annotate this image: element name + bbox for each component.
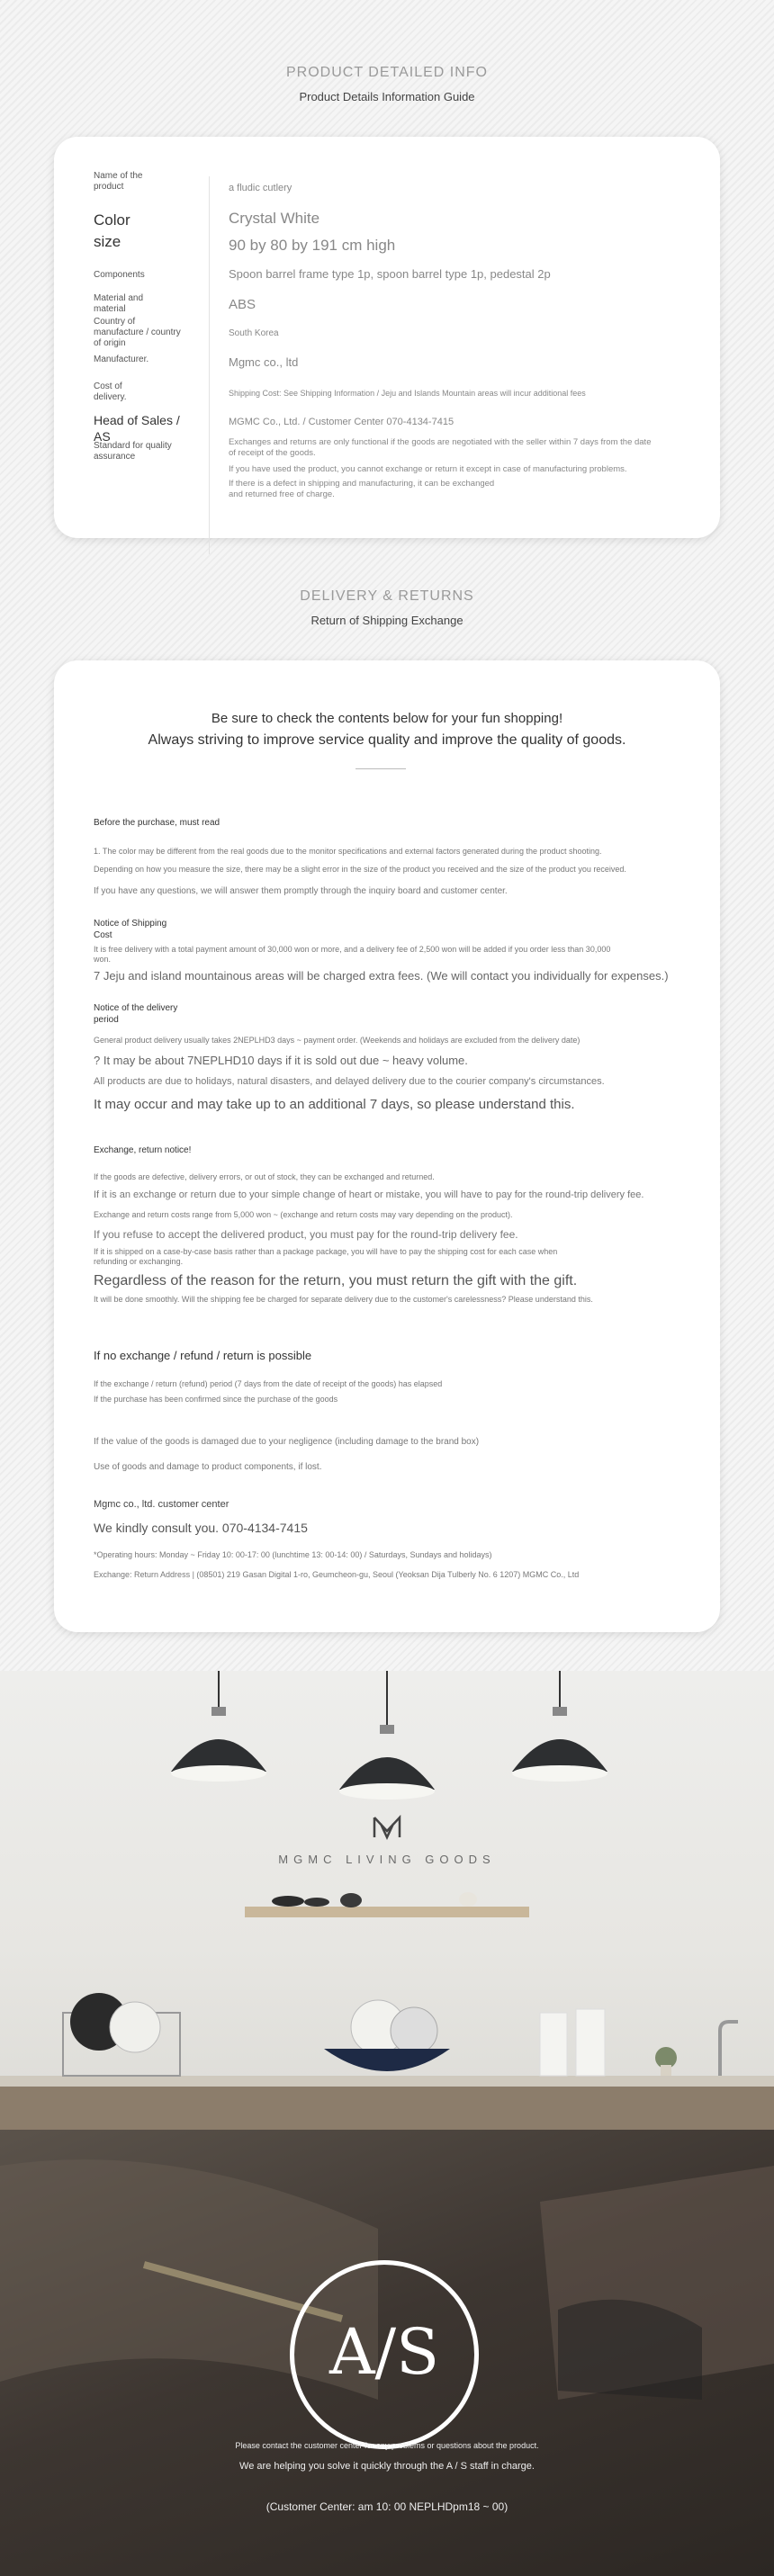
wooden-shelf [245,1907,529,1917]
as-photo [0,2130,774,2576]
no-exchange-2: If the purchase has been confirmed since the purchase of the goods [94,1395,338,1404]
delivery-section-subtitle: Return of Shipping Exchange [310,614,464,627]
delivery-card [54,660,720,1632]
before-purchase-heading: Before the purchase, must read [94,818,220,828]
exchange-6: Regardless of the reason for the return, you must return the gift with the gift. [94,1273,578,1288]
product-section-subtitle: Product Details Information Guide [299,90,475,103]
info-value-material: ABS [229,297,256,312]
exchange-7: It will be done smoothly. Will the shipping fee be charged for separate delivery due to the customer's carelessness? Please understand this. [94,1295,593,1304]
info-label-country: Country of manufacture / country of origin [94,317,181,348]
info-label-components: Components [94,270,145,280]
info-label-manufacturer: Manufacturer. [94,355,149,364]
delivery-period-1: General product delivery usually takes 2NEPLHD3 days ~ payment order. (Weekends and holidays are excluded from the delivery date) [94,1036,580,1045]
product-info-card [54,137,720,538]
delivery-period-2: ? It may be about 7NEPLHD10 days if it is sold out due ~ heavy volume. [94,1054,468,1067]
customer-center-hours: *Operating hours: Monday ~ Friday 10: 00-17: 00 (lunchtime 13: 00-14: 00) / Saturdays, Sundays and holidays) [94,1550,492,1559]
exchange-3: Exchange and return costs range from 5,000 won ~ (exchange and return costs may vary depending on the product). [94,1210,513,1219]
no-exchange-4: Use of goods and damage to product components, if lost. [94,1462,322,1472]
intro-divider [356,768,406,769]
info-value-quality-used: If you have used the product, you cannot exchange or return it except in case of manufacturing problems. [229,464,627,474]
delivery-period-3: All products are due to holidays, natural disasters, and delayed delivery due to the courier company's circumstances. [94,1076,605,1087]
pendant-lamp-icon [512,1707,608,1782]
info-value-country: South Korea [229,328,279,338]
pendant-lamp-icon [339,1725,435,1800]
info-value-components: Spoon barrel frame type 1p, spoon barrel type 1p, pedestal 2p [229,267,551,281]
no-exchange-3: If the value of the goods is damaged due to your negligence (including damage to the brand box) [94,1437,480,1447]
info-label-size: size [94,233,122,250]
as-logo-text: A/S [328,2315,440,2389]
exchange-5: If it is shipped on a case-by-case basis rather than a package package, you will have to pay the shipping cost for each case when refunding or exchanging. [94,1247,558,1266]
delivery-period-heading: Notice of the delivery period [94,1003,178,1025]
exchange-2: If it is an exchange or return due to your simple change of heart or mistake, you will have to pay for the round-trip delivery fee. [94,1189,644,1200]
as-logo-a: A [328,2315,375,2389]
before-purchase-2: Depending on how you measure the size, there may be a slight error in the size of the product you received and the size of the product you received. [94,865,626,874]
info-value-manufacturer: Mgmc co., ltd [229,355,299,369]
no-exchange-1: If the exchange / return (refund) period (7 days from the date of receipt of the goods) has elapsed [94,1379,443,1388]
info-label-color: Color [94,211,130,229]
as-line-2: We are helping you solve it quickly through the A / S staff in charge. [239,2461,535,2472]
delivery-section-header [0,588,774,627]
exchange-heading: Exchange, return notice! [94,1145,192,1155]
delivery-intro-2: Always striving to improve service quality and improve the quality of goods. [148,732,626,748]
info-label-name: Name of the product [94,171,143,192]
customer-center-address: Exchange: Return Address | (08501) 219 Gasan Digital 1-ro, Geumcheon-gu, Seoul (Yeoksan Dija Tulberly No. 6 1207) MGMC Co., Ltd [94,1570,580,1579]
as-logo-circle [290,2260,479,2449]
info-value-color: Crystal White [229,210,320,227]
shipping-cost-heading: Notice of Shipping Cost [94,919,167,940]
customer-center-phone: We kindly consult you. 070-4134-7415 [94,1521,308,1535]
as-logo-s: S [396,2315,440,2389]
pendant-lamp-icon [171,1707,266,1782]
info-value-delivery-cost: Shipping Cost: See Shipping Information / Jeju and Islands Mountain areas will incur additional fees [229,389,586,398]
as-line-3: (Customer Center: am 10: 00 NEPLHDpm18 ~ 00) [266,2500,508,2513]
info-label-quality: Standard for quality assurance [94,441,172,462]
shipping-cost-2: 7 Jeju and island mountainous areas will be charged extra fees. (We will contact you individually for expenses.) [94,969,669,983]
customer-center-heading: Mgmc co., ltd. customer center [94,1499,230,1510]
info-divider-line [209,176,210,554]
kitchen-scene-illustration [0,1671,774,2130]
before-purchase-3: If you have any questions, we will answer them promptly through the inquiry board and customer center. [94,886,508,896]
delivery-period-4: It may occur and may take up to an additional 7 days, so please understand this. [94,1097,575,1112]
as-line-1: Please contact the customer center for any problems or questions about the product. [235,2441,539,2450]
info-value-name: a fludic cutlery [229,183,292,193]
info-value-quality: Exchanges and returns are only functional if the goods are negotiated with the seller within 7 days from the date of receipt of the goods. [229,437,652,458]
product-section-header [0,65,774,103]
delivery-intro-1: Be sure to check the contents below for your fun shopping! [211,711,563,726]
info-value-head-of-sales: MGMC Co., Ltd. / Customer Center 070-4134-7415 [229,417,454,427]
product-section-title: PRODUCT DETAILED INFO [286,65,488,80]
info-label-delivery-cost: Cost of delivery. [94,381,127,402]
info-label-head-of-sales: Head of Sales / AS [94,413,180,444]
exchange-1: If the goods are defective, delivery errors, or out of stock, they can be exchanged and returned. [94,1172,435,1181]
info-value-quality-defect: If there is a defect in shipping and manufacturing, it can be exchanged and returned free of charge. [229,479,495,499]
mgmc-logo-icon [374,1818,400,1837]
info-value-size: 90 by 80 by 191 cm high [229,237,396,254]
brand-name: MGMC LIVING GOODS [278,1853,496,1866]
shipping-cost-1: It is free delivery with a total payment amount of 30,000 won or more, and a delivery fee of 2,500 won will be added if you order less than 30,000 won. [94,945,611,964]
delivery-section-title: DELIVERY & RETURNS [300,588,474,604]
before-purchase-1: 1. The color may be different from the real goods due to the monitor specifications and external factors generated during the product shooting. [94,847,602,856]
info-label-material: Material and material [94,293,144,314]
brand-photo [0,1671,774,2130]
no-exchange-heading: If no exchange / refund / return is possible [94,1349,312,1362]
exchange-4: If you refuse to accept the delivered product, you must pay for the round-trip delivery fee. [94,1228,518,1241]
